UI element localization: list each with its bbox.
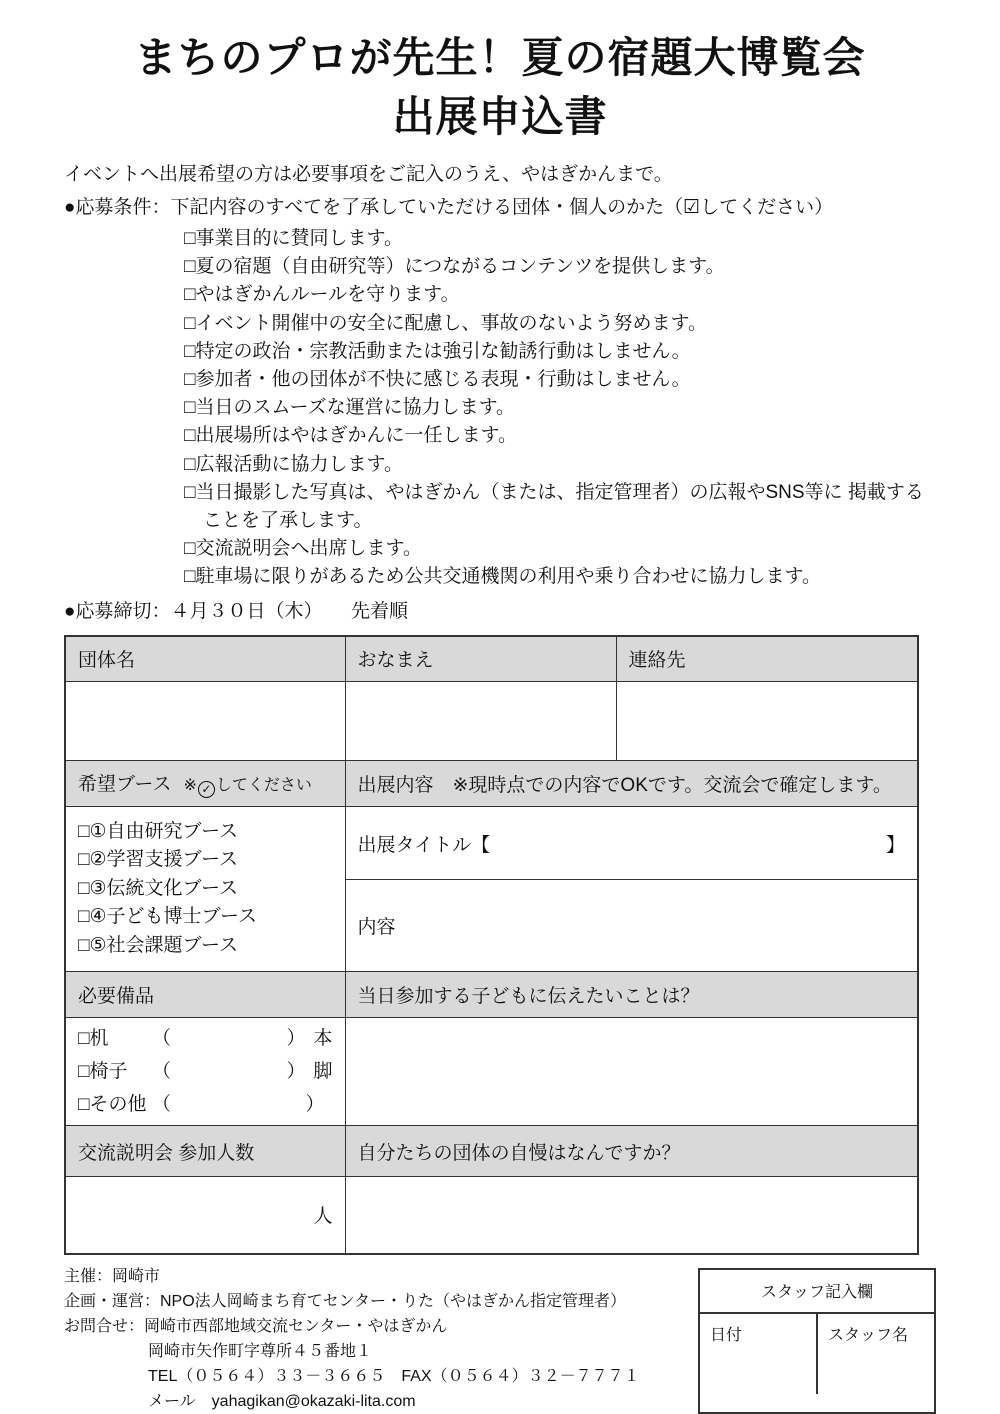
condition-item: □特定の政治・宗教活動または強引な勧誘行動はしません。 bbox=[184, 340, 691, 362]
close-paren: ） bbox=[286, 1061, 306, 1083]
booth-option: □③伝統文化ブース bbox=[78, 877, 238, 899]
circle-check-icon bbox=[198, 781, 215, 798]
equipment-header-cell: 必要備品 bbox=[65, 972, 345, 1018]
equipment-option bbox=[78, 1055, 333, 1088]
equipment-name: □机 bbox=[78, 1028, 109, 1050]
condition-item: □事業目的に賛同します。 bbox=[184, 228, 403, 249]
booth-option: □④子ども博士ブース bbox=[78, 906, 257, 928]
open-paren: （ bbox=[152, 1028, 172, 1050]
message-input-cell bbox=[345, 1018, 918, 1126]
content-header-cell: 出展内容 ※現時点での内容でOKです。交流会で確定します。 bbox=[345, 761, 918, 807]
application-table bbox=[64, 635, 919, 1255]
staff-box-title: スタッフ記入欄 bbox=[700, 1270, 934, 1314]
staff-entry-box bbox=[698, 1268, 936, 1414]
conditions-heading: ●応募条件：下記内容のすべてを了承していただける団体・個人のかた（☑してください） bbox=[64, 197, 834, 218]
contact-line: お問合せ：岡崎市西部地域交流センター・やはぎかん bbox=[64, 1317, 448, 1335]
booth-header-label: 希望ブース bbox=[78, 774, 172, 796]
form-title-line1: まちのプロが先生！夏の宿題大博覧会 bbox=[134, 34, 866, 81]
content-input-cell bbox=[345, 880, 918, 972]
condition-item: □夏の宿題（自由研究等）につながるコンテンツを提供します。 bbox=[184, 256, 725, 278]
intro-text: イベントへ出展希望の方は必要事項をご記入のうえ、やはぎかんまで。 bbox=[64, 164, 673, 185]
equipment-option bbox=[78, 1088, 333, 1121]
condition-item: □当日のスムーズな運営に協力します。 bbox=[184, 397, 516, 419]
condition-item: □広報活動に協力します。 bbox=[184, 453, 403, 475]
close-paren: ） bbox=[286, 1028, 306, 1050]
condition-item: □参加者・他の団体が不快に感じる表現・行動はしません。 bbox=[184, 369, 691, 391]
tel-fax-line: TEL（０５６４）３３－３６６５ FAX（０５６４）３２－７７７１ bbox=[148, 1367, 640, 1385]
name-header: おなまえ bbox=[345, 636, 616, 682]
conditions-list bbox=[184, 225, 929, 592]
booth-header-cell bbox=[65, 761, 345, 807]
equipment-name: □その他 bbox=[78, 1094, 147, 1116]
footer bbox=[64, 1264, 936, 1414]
booth-options-cell bbox=[65, 807, 345, 972]
open-paren: （ bbox=[152, 1061, 172, 1083]
check-glyph: ✓ bbox=[201, 782, 212, 797]
equipment-options-cell bbox=[65, 1018, 345, 1126]
planning-line: 企画・運営：NPO法人岡崎まち育てセンター・りた（やはぎかん指定管理者） bbox=[64, 1292, 627, 1310]
form-title-line2: 出展申込書 bbox=[392, 93, 608, 140]
equipment-unit: 脚 bbox=[313, 1061, 333, 1083]
condition-item: □当日撮影した写真は、やはぎかん（または、指定管理者）の広報やSNS等に 掲載することを了承します。 bbox=[184, 481, 924, 532]
organizer-line: 主催：岡崎市 bbox=[64, 1267, 161, 1285]
message-header-cell: 当日参加する子どもに伝えたいことは？ bbox=[345, 972, 918, 1018]
booth-option: □②学習支援ブース bbox=[78, 849, 238, 871]
booth-note-prefix: ※ bbox=[183, 777, 197, 795]
condition-item: □イベント開催中の安全に配慮し、事故のないよう努めます。 bbox=[184, 312, 707, 334]
close-paren: ） bbox=[305, 1094, 325, 1116]
form-title bbox=[64, 28, 936, 146]
condition-item: □やはぎかんルールを守ります。 bbox=[184, 284, 460, 306]
deadline-text: ●応募締切：４月３０日（木） 先着順 bbox=[64, 600, 408, 622]
condition-item: □交流説明会へ出席します。 bbox=[184, 538, 422, 560]
exhibit-title-label: 出展タイトル【 bbox=[357, 834, 491, 856]
exhibit-title-cell bbox=[345, 807, 918, 880]
address-line: 岡崎市矢作町字尊所４５番地１ bbox=[148, 1342, 373, 1360]
exhibit-title-close-bracket: 】 bbox=[885, 834, 905, 856]
organizer-info bbox=[64, 1264, 640, 1414]
email-line: メール yahagikan@okazaki-lita.com bbox=[148, 1392, 416, 1410]
equipment-unit: 本 bbox=[313, 1028, 333, 1050]
pride-header-cell: 自分たちの団体の自慢はなんですか？ bbox=[345, 1126, 918, 1177]
booth-option: □①自由研究ブース bbox=[78, 820, 238, 842]
condition-item: □駐車場に限りがあるため公共交通機関の利用や乗り合わせに協力します。 bbox=[184, 566, 821, 588]
open-paren: （ bbox=[152, 1094, 172, 1116]
group-name-input-cell bbox=[65, 682, 345, 761]
group-name-header: 団体名 bbox=[65, 636, 345, 682]
contact-input-cell bbox=[616, 682, 918, 761]
booth-check-note bbox=[183, 777, 312, 797]
staff-name-cell: スタッフ名 bbox=[816, 1314, 934, 1394]
name-input-cell bbox=[345, 682, 616, 761]
equipment-option bbox=[78, 1022, 333, 1055]
contact-header: 連絡先 bbox=[616, 636, 918, 682]
equipment-name: □椅子 bbox=[78, 1061, 128, 1083]
condition-item: □出展場所はやはぎかんに一任します。 bbox=[184, 425, 517, 447]
people-count-cell: 人 bbox=[65, 1177, 345, 1254]
content-label: 内容 bbox=[357, 917, 396, 939]
booth-option: □⑤社会課題ブース bbox=[78, 934, 238, 956]
meeting-header-cell: 交流説明会 参加人数 bbox=[65, 1126, 345, 1177]
pride-input-cell bbox=[345, 1177, 918, 1254]
booth-note-suffix: してください bbox=[215, 777, 312, 795]
staff-date-cell: 日付 bbox=[710, 1326, 743, 1344]
